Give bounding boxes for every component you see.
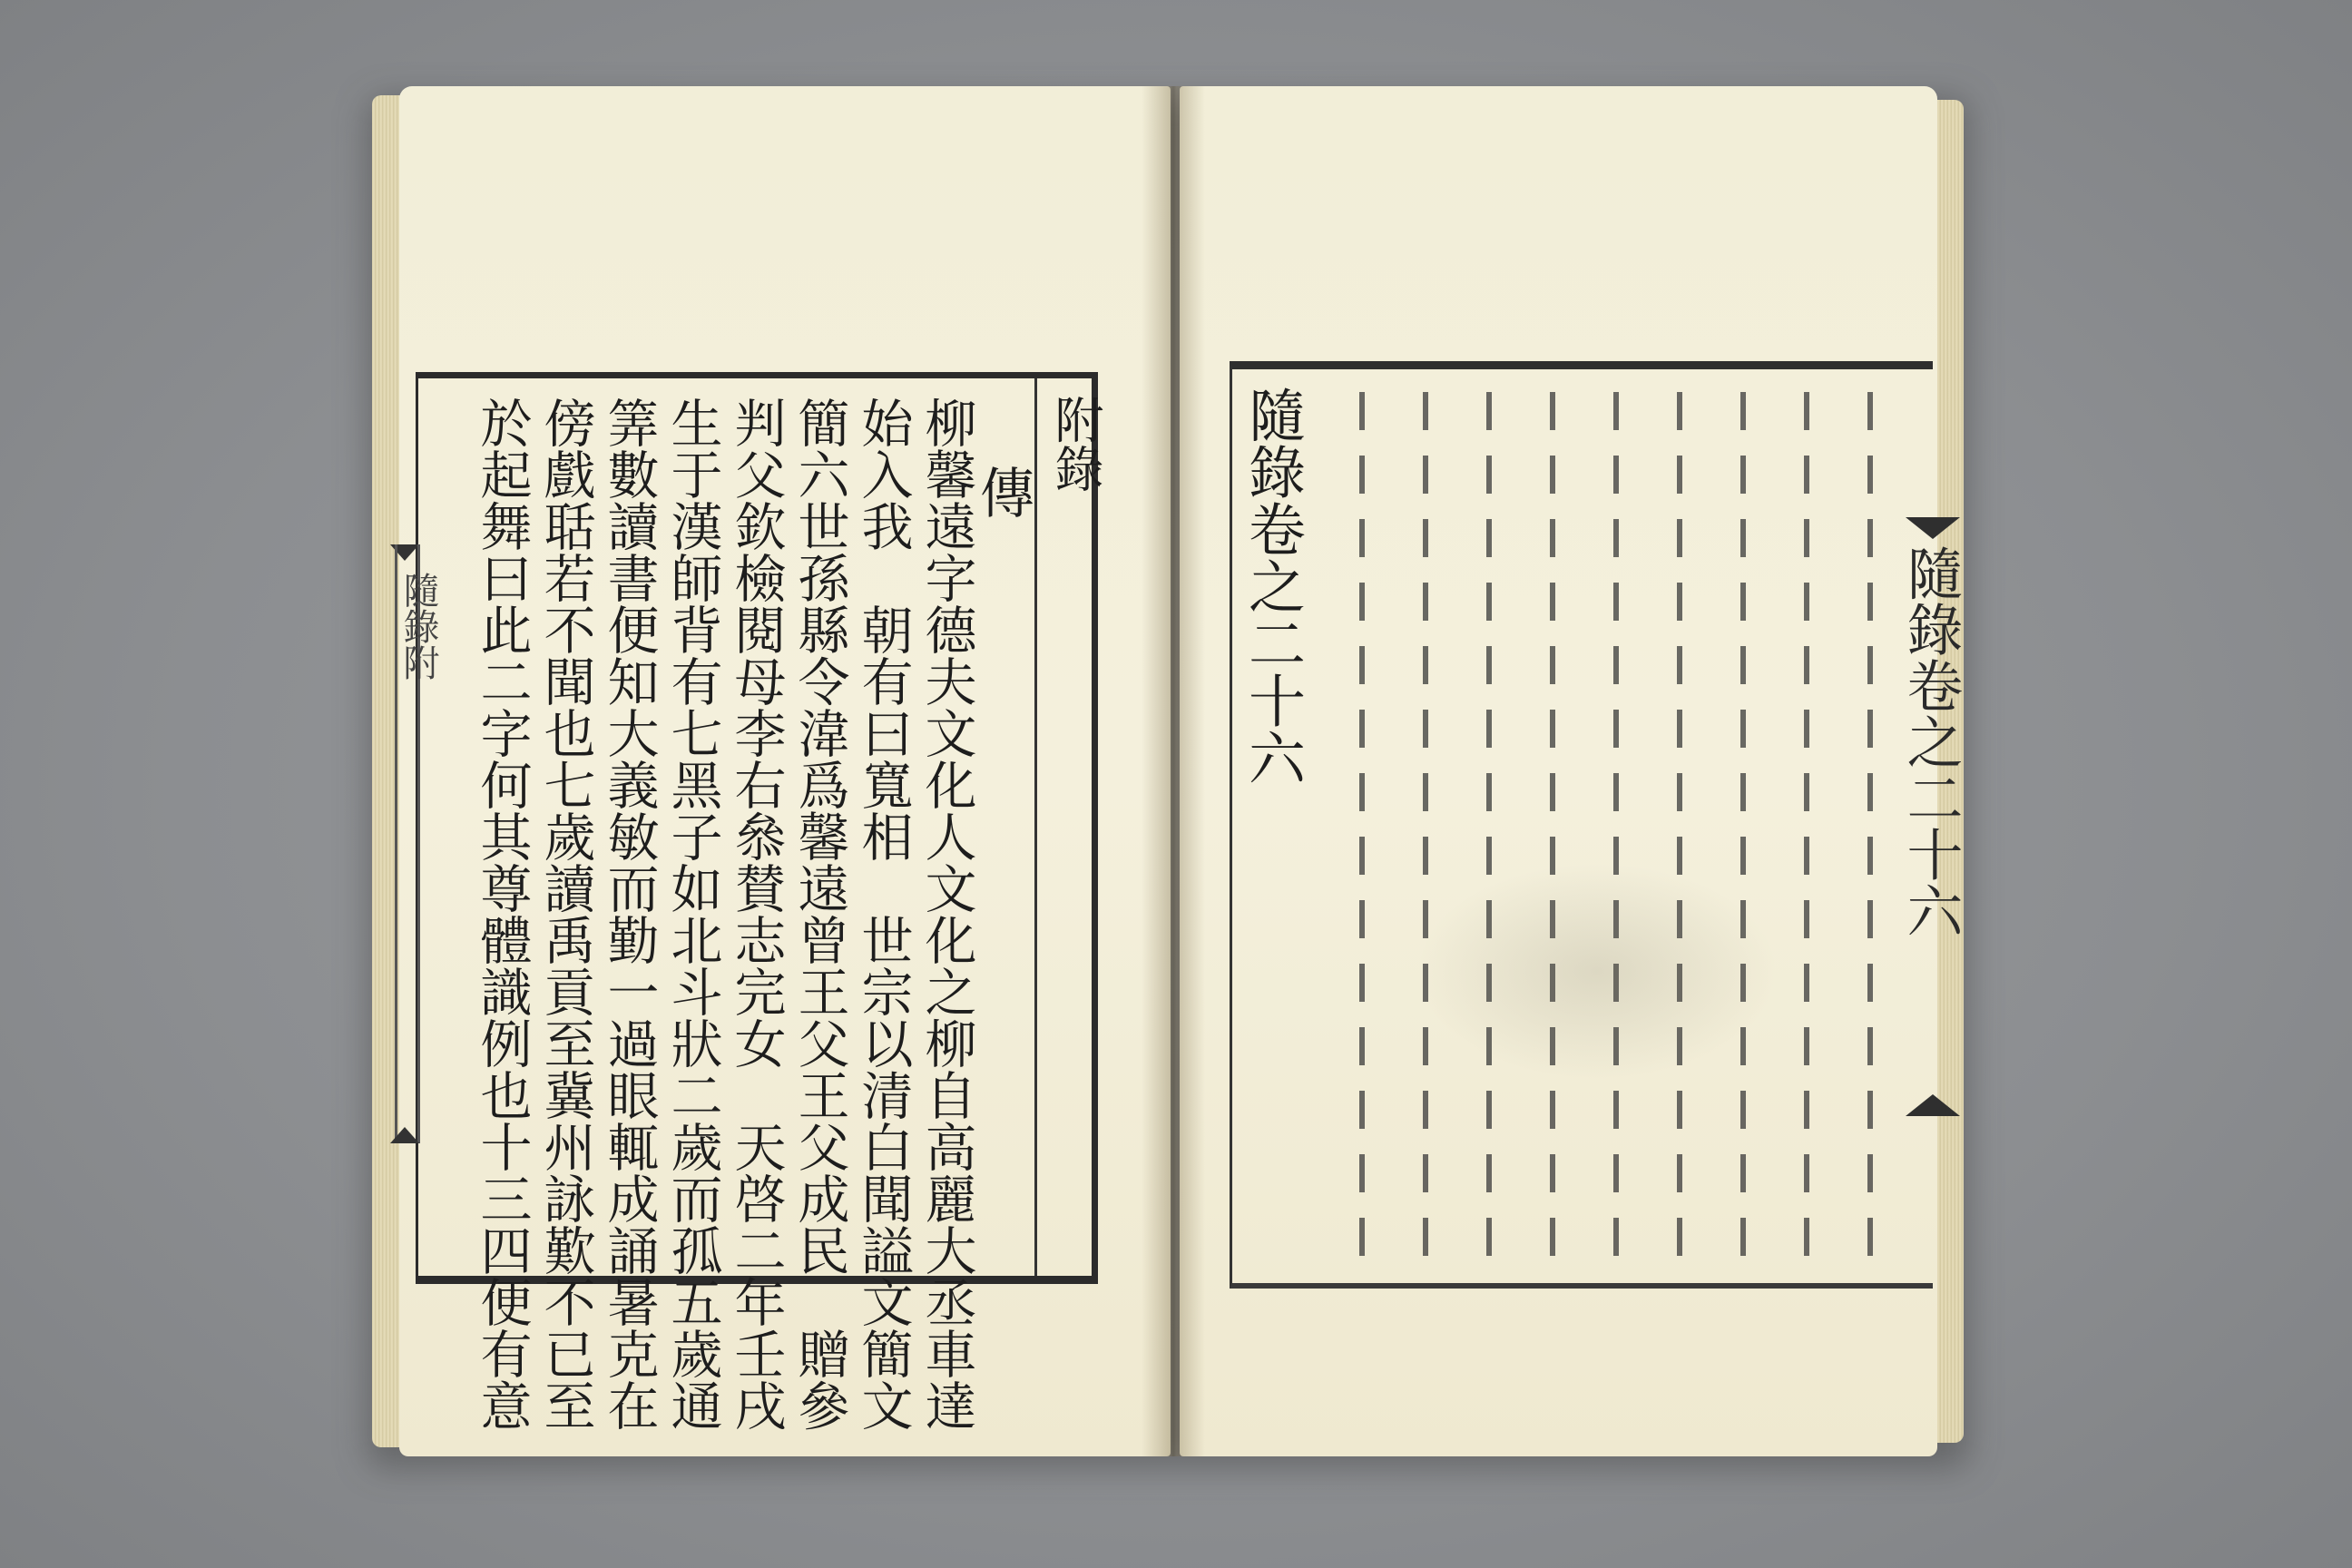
blank-column-rule	[1677, 392, 1682, 1263]
fish-tail-top	[1906, 517, 1960, 539]
ink-smudge	[1416, 862, 1779, 1080]
blank-column-rule	[1740, 392, 1746, 1263]
left-text-frame	[416, 372, 1104, 1431]
fish-tail-bottom	[390, 1127, 419, 1143]
text-column-2: 始入我 朝有曰寬相 世宗以清白聞謚文簡文	[853, 397, 913, 1431]
text-column-1: 柳馨遠字德夫文化人文化之柳自高麗大丞車達	[916, 397, 976, 1431]
blank-column-rule	[1550, 392, 1555, 1263]
appendix-header: 附錄	[1047, 395, 1104, 493]
blank-column-rule	[1613, 392, 1619, 1263]
text-column-7: 傍戲聒若不聞也七歲讀禹貢至冀州詠歎不已至	[535, 397, 595, 1431]
book-gutter	[1142, 86, 1205, 1456]
text-column-6: 筭數讀書便知大義敏而勤一過眼輒成誦暑克在	[599, 397, 659, 1431]
fish-tail-bottom	[1906, 1094, 1960, 1116]
header-rule	[1034, 378, 1037, 1276]
text-column-3: 簡六世孫縣令湋爲馨遠曾王父王父成民 贈參	[789, 397, 849, 1431]
text-column-5: 生于漢師背有七黑子如北斗狀二歲而孤五歲通	[662, 397, 722, 1431]
left-spine-label: 隨錄附	[397, 572, 439, 681]
section-heading: 傳	[971, 465, 1034, 519]
text-column-4: 判父欽檢閱母李右叅賛志完女 天啓二年壬戌	[726, 397, 786, 1431]
text-column-8: 於起舞曰此二字何其尊體識例也十三四便有意	[472, 397, 532, 1431]
blank-column-rule	[1867, 392, 1873, 1263]
blank-column-rule	[1359, 392, 1365, 1263]
blank-column-rule	[1486, 392, 1492, 1263]
blank-column-rule	[1804, 392, 1809, 1263]
blank-column-rule	[1423, 392, 1428, 1263]
volume-title: 隨錄卷之二十六	[1240, 386, 1306, 786]
right-spine-label: 隨錄卷之二十六	[1897, 544, 1964, 938]
right-text-frame	[1230, 361, 1933, 1289]
